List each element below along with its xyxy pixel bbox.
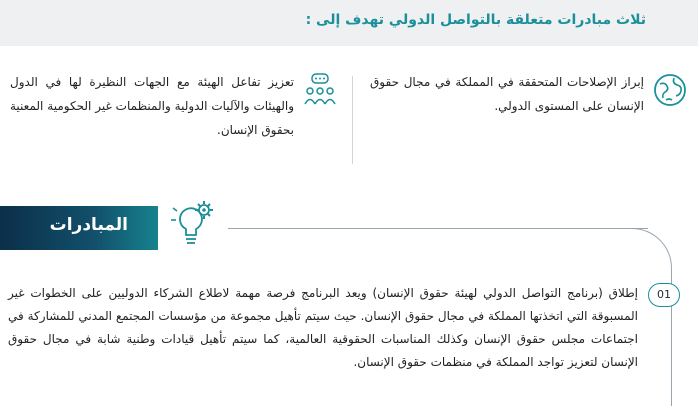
timeline-curve [612,228,672,288]
goals-heading: ثلاث مبادرات متعلقة بالتواصل الدولي تهدف إلى : [305,12,646,28]
initiative-text: إطلاق (برنامج التواصل الدولي لهيئة حقوق الإنسان) ويعد البرنامج فرصة مهمة لاطلاع الشركاء الدوليين على الخطوات غير المسبوقة التي اتخذتها المملكة في مجال حقوق الإنسان. حيث سيتم تأهيل مجموعة من مؤسسات المجتمع المدني للمشاركة في اجتماعات مجلس حقوق الإنسان وكذلك المناسبات الحقوقية العالمية، كما سيتم تأهيل قيادات وطنية شابة في مجال حقوق الإنسان لتعزيز تواجد المملكة في منظمات حقوق الإنسان. [8,286,638,369]
initiative-number-badge: 01 [648,283,680,307]
goal-item [10,70,338,170]
goal-text: تعزيز تفاعل الهيئة مع الجهات النظيرة لها في الدول والهيئات والآليات الدولية والمنظمات غير الحكومية المعنية بحقوق الإنسان. [10,75,294,137]
section-banner [0,206,158,250]
goal-item [370,70,688,170]
header-band [0,0,698,46]
section-title: المبادرات [49,215,128,235]
globe-icon [652,72,688,108]
lightbulb-gear-icon [170,198,218,252]
people-collaboration-icon [302,72,338,108]
timeline-line [228,228,648,229]
goal-text: إبراز الإصلاحات المتحققة في المملكة في مجال حقوق الإنسان على المستوى الدولي. [370,75,644,113]
goals-divider [352,76,353,164]
